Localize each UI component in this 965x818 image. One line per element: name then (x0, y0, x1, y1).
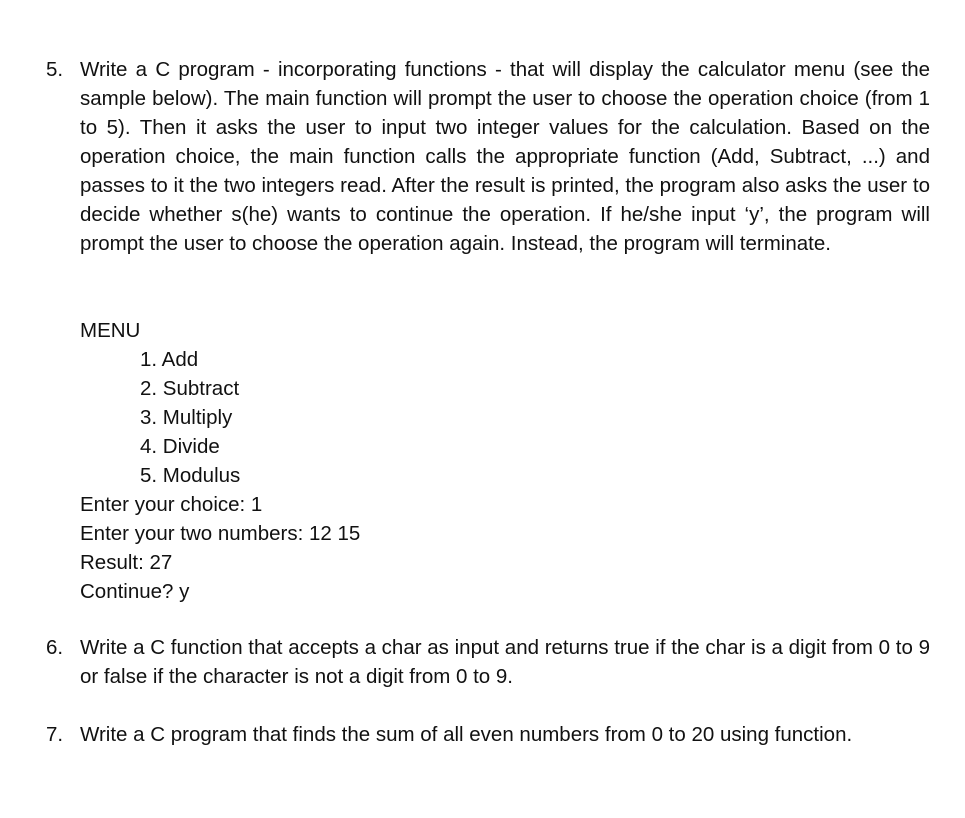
menu-options-list (80, 345, 360, 490)
question-5 (46, 55, 930, 258)
question-5-number: 5. (46, 58, 64, 81)
menu-option-multiply: 3. Multiply (140, 406, 233, 429)
menu-option-subtract: 2. Subtract (140, 377, 240, 400)
question-6-number: 6. (46, 636, 64, 659)
question-5-text: Write a C program - incorporating functions - that will display the calculator menu (see the sample below). The main function will prompt the user to choose the operation choice (from 1 to 5). Then it asks the user to input two integer values for the calculation. Based on the operation choice, the main function calls the appropriate function (Add, Subtract, ...) and passes to it the two integers read. After the result is printed, the program also asks the user to decide whether s(he) wants to continue the operation. If he/she input ‘y’, the program will prompt the user to choose the operation again. Instead, the program will terminate. (80, 58, 930, 255)
sample-output (80, 316, 360, 606)
question-6-text: Write a C function that accepts a char as input and returns true if the char is a digit from 0 to 9 or false if the character is not a digit from 0 to 9. (80, 636, 930, 688)
sample-choice-line: Enter your choice: 1 (80, 493, 263, 516)
menu-title: MENU (80, 319, 141, 342)
question-7-number: 7. (46, 723, 64, 746)
sample-result-line: Result: 27 (80, 551, 173, 574)
sample-numbers-line: Enter your two numbers: 12 15 (80, 522, 361, 545)
menu-option-add: 1. Add (140, 348, 199, 371)
question-6 (46, 633, 930, 691)
question-7 (46, 720, 930, 749)
sample-continue-line: Continue? y (80, 580, 190, 603)
question-7-text: Write a C program that finds the sum of all even numbers from 0 to 20 using function. (80, 723, 853, 746)
menu-option-divide: 4. Divide (140, 435, 220, 458)
menu-option-modulus: 5. Modulus (140, 464, 241, 487)
